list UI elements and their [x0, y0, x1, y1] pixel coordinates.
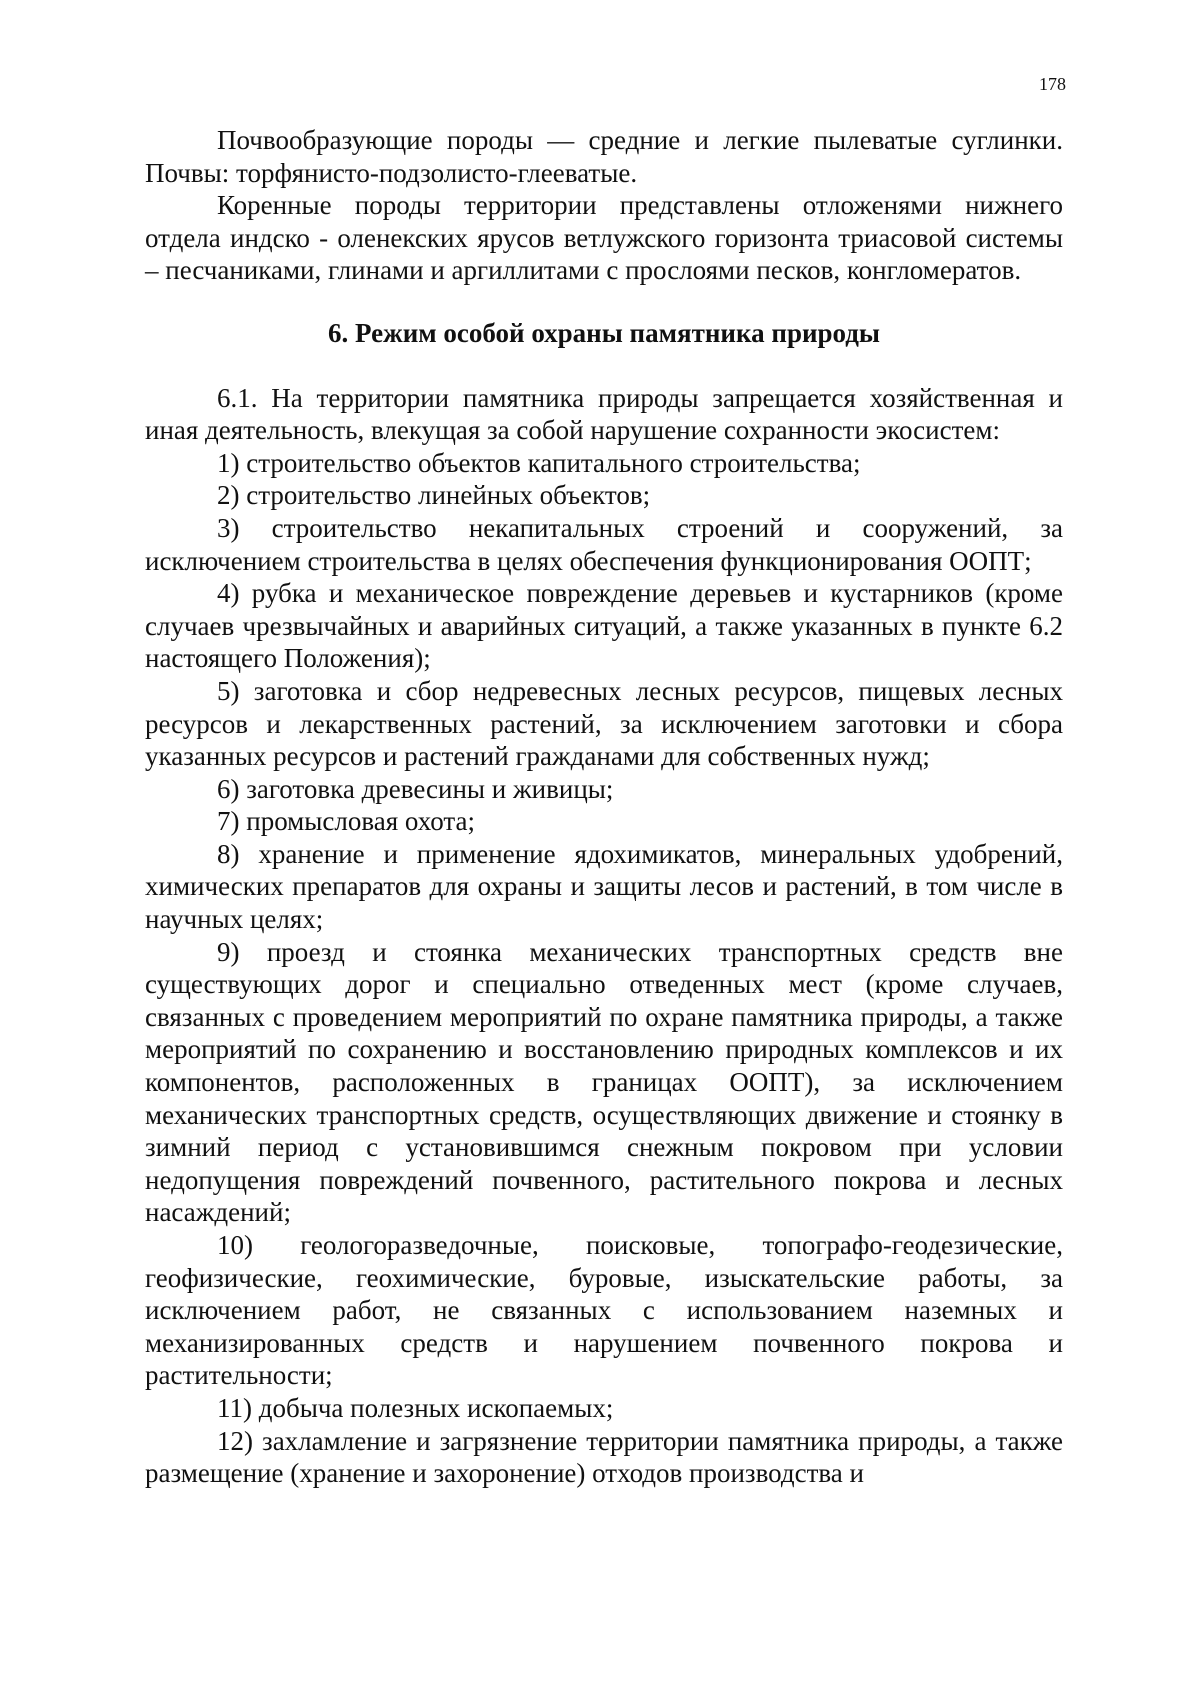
paragraph-bedrock: Коренные породы территории представлены отложенями нижнего отдела индско - оленекских ярусов ветлужского горизонта триасовой системы – песчаниками, глинами и аргиллитами с прослоями песков, конгломератов. [145, 190, 1063, 286]
list-item-4: 4) рубка и механическое повреждение деревьев и кустарников (кроме случаев чрезвычайных и аварийных ситуаций, а также указанных в пункте 6.2 настоящего Положения); [145, 578, 1063, 674]
page-content [145, 124, 1063, 1490]
list-item-3: 3) строительство некапитальных строений и сооружений, за исключением строительства в целях обеспечения функционирования ООПТ; [145, 512, 1063, 576]
list-item-10: 10) геологоразведочные, поисковые, топографо-геодезические, геофизические, геохимические, буровые, изыскательские работы, за исключением работ, не связанных с использованием наземных и механизированных средств и нарушением почвенного покрова и растительности; [145, 1230, 1063, 1391]
list-item-6: 6) заготовка древесины и живицы; [217, 773, 614, 804]
list-item-5: 5) заготовка и сбор недревесных лесных ресурсов, пищевых лесных ресурсов и лекарственных растений, за исключением заготовки и сбора указанных ресурсов и растений гражданами для собственных нужд; [145, 675, 1063, 772]
page-number: 178 [1039, 74, 1066, 94]
clause-6-1: 6.1. На территории памятника природы запрещается хозяйственная и иная деятельность, влекущая за собой нарушение сохранности экосистем: [145, 382, 1063, 446]
list-item-12: 12) захламление и загрязнение территории памятника природы, а также размещение (хранение и захоронение) отходов производства и [145, 1425, 1063, 1489]
list-item-11: 11) добыча полезных ископаемых; [217, 1392, 614, 1423]
list-item-7: 7) промысловая охота; [217, 806, 475, 837]
list-item-9: 9) проезд и стоянка механических транспортных средств вне существующих дорог и специально отведенных мест (кроме случаев, связанных с проведением мероприятий по охране памятника природы, а также мероприятий по сохранению и восстановлению природных комплексов и их компонентов, расположенных в границах ООПТ), за исключением механических транспортных средств, осуществляющих движение и стоянку в зимний период с установившимся снежным покровом при условии недопущения повреждений почвенного, растительного покрова и лесных насаждений; [145, 936, 1063, 1228]
section-heading: 6. Режим особой охраны памятника природы [328, 317, 880, 348]
list-item-1: 1) строительство объектов капитального строительства; [217, 447, 861, 478]
list-item-8: 8) хранение и применение ядохимикатов, минеральных удобрений, химических препаратов для охраны и защиты лесов и растений, в том числе в научных целях; [145, 838, 1063, 935]
list-item-2: 2) строительство линейных объектов; [217, 480, 651, 511]
paragraph-soils: Почвообразующие породы — средние и легкие пылеватые суглинки. Почвы: торфянисто-подзолисто-глееватые. [145, 125, 1063, 188]
